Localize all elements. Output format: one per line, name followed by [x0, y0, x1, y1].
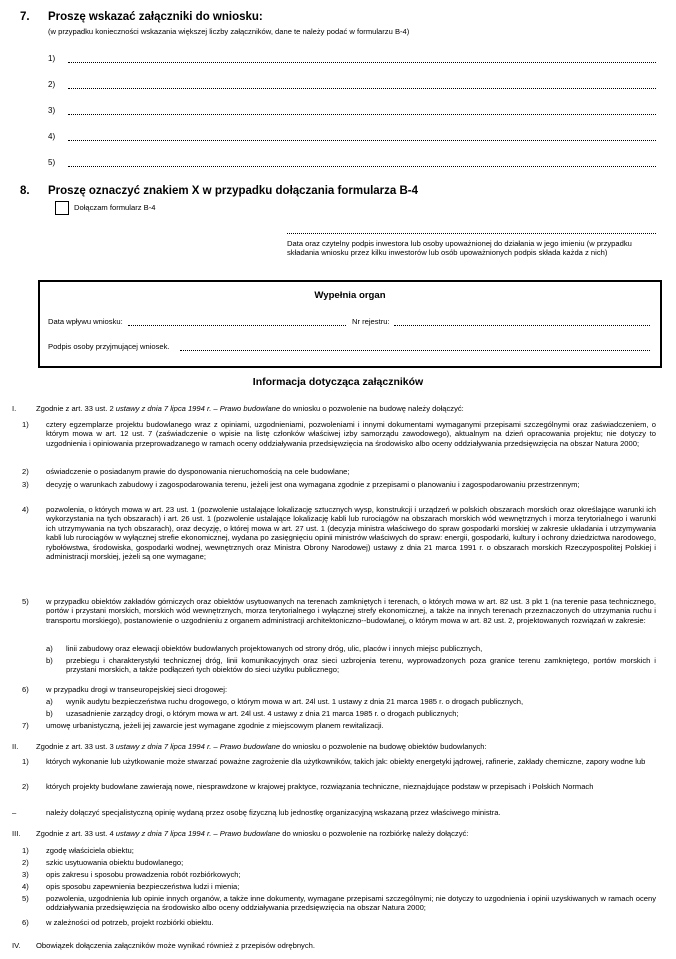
info-III-6-num: 6) — [22, 918, 29, 927]
office-use-box — [38, 280, 662, 368]
info-II-1-num: 1) — [22, 757, 29, 766]
receiver-signature-field[interactable] — [180, 350, 650, 351]
attachment-line-3[interactable] — [68, 114, 656, 115]
section-7-title: Proszę wskazać załączniki do wniosku: — [48, 11, 263, 23]
section-8-number: 8. — [20, 185, 30, 197]
b4-form-checkbox-label: Dołączam formularz B-4 — [74, 203, 156, 212]
info-IV-text: Obowiązek dołączenia załączników może wynikać również z przepisów odrębnych. — [36, 941, 315, 950]
info-III-6-text: w zależności od potrzeb, projekt rozbiórki obiektu. — [46, 918, 214, 927]
info-I-5-num: 5) — [22, 597, 29, 606]
attachment-line-4-label: 4) — [48, 132, 56, 141]
info-I-6a-text: wynik audytu bezpieczeństwa ruchu drogowego, o którym mowa w art. 24l ust. 1 ustawy z dnia 21 marca 1985 r. o drogach publicznych, — [66, 697, 524, 706]
info-II-dash: – — [12, 808, 17, 817]
info-I-3-text: decyzję o warunkach zabudowy i zagospodarowania terenu, jeżeli jest ona wymagana zgodnie z przepisami o planowaniu i zagospodarowaniu przestrzennym; — [46, 480, 580, 489]
section-8-title: Proszę oznaczyć znakiem X w przypadku dołączania formularza B-4 — [48, 185, 419, 197]
attachment-line-2[interactable] — [68, 88, 656, 89]
info-III-1-text: zgodę właściciela obiektu; — [46, 846, 134, 855]
info-I-7-text: umowę urbanistyczną, jeżeli jej zawarcie jest wymagane zgodnie z miejscowym planem rewitalizacji. — [46, 721, 384, 730]
info-I-2-text: oświadczenie o posiadanym prawie do dysponowania nieruchomością na cele budowlane; — [46, 467, 350, 476]
intake-date-label: Data wpływu wniosku: — [48, 317, 123, 326]
info-I-5a-num: a) — [46, 644, 53, 653]
info-III-5-num: 5) — [22, 894, 29, 903]
info-I-6b-text: uzasadnienie zarządcy drogi, o którym mowa w art. 24l ust. 4 ustawy z dnia 21 marca 1985 r. o drogach publicznych; — [66, 709, 459, 718]
receiver-signature-label: Podpis osoby przyjmującej wniosek. — [48, 342, 170, 351]
info-III-1-num: 1) — [22, 846, 29, 855]
attachment-line-1-label: 1) — [48, 54, 56, 63]
info-I-num: I. — [12, 404, 17, 413]
info-III-4-num: 4) — [22, 882, 29, 891]
register-number-label: Nr rejestru: — [352, 317, 390, 326]
attachment-line-1[interactable] — [68, 62, 656, 63]
info-I-6-text: w przypadku drogi w transeuropejskiej sieci drogowej: — [46, 685, 228, 694]
info-III-3-text: opis zakresu i sposobu prowadzenia robót rozbiórkowych; — [46, 870, 241, 879]
info-III-4-text: opis sposobu zapewnienia bezpieczeństwa ludzi i mienia; — [46, 882, 240, 891]
info-I-6a-num: a) — [46, 697, 53, 706]
info-I-5a-text: linii zabudowy oraz elewacji obiektów budowlanych projektowanych od strony dróg, ulic, placów i innych miejsc publicznych, — [66, 644, 483, 653]
info-II-num: II. — [12, 742, 19, 751]
info-IV-num: IV. — [12, 941, 21, 950]
info-III-2-num: 2) — [22, 858, 29, 867]
info-II-dash-text: należy dołączyć specjalistyczną opinię wydaną przez osobę fizyczną lub jednostkę organizacyjną wskazaną przez właściwego ministra. — [46, 808, 501, 817]
info-III-5-text: pozwolenia, uzgodnienia lub opinie innych organów, a także inne dokumenty, wymagane przepisami szczególnymi; nie dotyczy to uzgodnienia i opinii uzyskiwanych w ramach oceny oddziaływania przedsięwzięcia na środowisko albo oceny oddziaływania przedsięwzięcia na obszar Natura 2000; — [46, 894, 656, 913]
info-I-lead: Zgodnie z art. 33 ust. 2 ustawy z dnia 7 lipca 1994 r. – Prawo budowlane do wniosku o pozwolenie na budowę należy dołączyć: — [36, 404, 464, 413]
section-7-note: (w przypadku konieczności wskazania większej liczby załączników, dane te należy podać w formularzu B-4) — [48, 27, 410, 36]
attachment-line-4[interactable] — [68, 140, 656, 141]
info-I-4-num: 4) — [22, 505, 29, 514]
info-I-5b-num: b) — [46, 656, 53, 665]
info-III-lead: Zgodnie z art. 33 ust. 4 ustawy z dnia 7 lipca 1994 r. – Prawo budowlane do wniosku o pozwolenie na rozbiórkę należy dołączyć: — [36, 829, 469, 838]
signature-line[interactable] — [287, 233, 656, 234]
attachment-line-5-label: 5) — [48, 158, 56, 167]
info-I-2-num: 2) — [22, 467, 29, 476]
info-III-num: III. — [12, 829, 21, 838]
info-I-6-num: 6) — [22, 685, 29, 694]
info-I-5b-text: przebiegu i charakterystyki technicznej dróg, linii komunikacyjnych oraz sieci uzbrojenia terenu, wyprowadzonych poza granice terenu zamkniętego, portów morskich i przystani morskich, a także podłączeń tych obiektów do sieci użytku publicznego; — [66, 656, 656, 675]
info-II-1-text: których wykonanie lub użytkowanie może stwarzać poważne zagrożenie dla użytkowników, takich jak: obiekty energetyki jądrowej, rafinerie, zakłady chemiczne, zapory wodne lub — [46, 757, 646, 766]
info-I-3-num: 3) — [22, 480, 29, 489]
info-II-2-num: 2) — [22, 782, 29, 791]
info-title: Informacja dotycząca załączników — [252, 376, 424, 388]
office-use-title: Wypełnia organ — [314, 290, 386, 301]
attachment-line-3-label: 3) — [48, 106, 56, 115]
attachment-line-2-label: 2) — [48, 80, 56, 89]
info-II-2-text: których projekty budowlane zawierają nowe, niesprawdzone w krajowej praktyce, rozwiązania techniczne, nieznajdujące podstaw w przepisach i Polskich Normach — [46, 782, 594, 791]
register-number-field[interactable] — [394, 325, 650, 326]
info-I-1-num: 1) — [22, 420, 29, 429]
info-I-1-text: cztery egzemplarze projektu budowlanego wraz z opiniami, uzgodnieniami, pozwoleniami i innymi dokumentami wymaganymi przepisami szczególnymi oraz zaświadczeniem, o którym mowa w art. 12 ust. 7 (zaświadczenie o wpisie na listę członków właściwej izby samorządu zawodowego), aktualnym na dzień opracowania projektu; nie dotyczy to uzgodnienia i opiniowania przeprowadzanego w ramach oceny oddziaływania przedsięwzięcia na środowisko albo oceny oddziaływania przedsięwzięcia na obszar Natura 2000; — [46, 420, 656, 448]
info-III-2-text: szkic usytuowania obiektu budowlanego; — [46, 858, 184, 867]
intake-date-field[interactable] — [128, 325, 346, 326]
info-II-lead: Zgodnie z art. 33 ust. 3 ustawy z dnia 7 lipca 1994 r. – Prawo budowlane do wniosku o pozwolenie na budowę obiektów budowlanych: — [36, 742, 487, 751]
section-7-number: 7. — [20, 11, 30, 23]
info-III-3-num: 3) — [22, 870, 29, 879]
attachment-line-5[interactable] — [68, 166, 656, 167]
info-I-6b-num: b) — [46, 709, 53, 718]
info-I-5-text: w przypadku obiektów zakładów górniczych oraz obiektów usytuowanych na terenach zamkniętych i terenach, o których mowa w art. 82 ust. 3 pkt 1 (na terenie pasa technicznego, portów i przystani morskich, morskich wód wewnętrznych, morza terytorialnego i wyłącznej strefy ekonomicznej, a także na innych terenach przeznaczonych do utrzymania ruchu i transportu morskiego), postanowienie o uzgodnieniu z organem administracji architektoniczno--budowlanej, o którym mowa w art. 82 ust. 2, projektowanych rozwiązań w zakresie: — [46, 597, 656, 625]
b4-form-checkbox[interactable] — [55, 201, 69, 215]
signature-caption: Data oraz czytelny podpis inwestora lub osoby upoważnionej do działania w jego imieniu (w przypadku składania wniosku przez kilku inwestorów lub osób upoważnionych podpis składa każda z nich) — [287, 239, 632, 258]
info-I-7-num: 7) — [22, 721, 29, 730]
info-I-4-text: pozwolenia, o których mowa w art. 23 ust. 1 (pozwolenie ustalające lokalizację sztucznych wysp, konstrukcji i urządzeń w polskich obszarach morskich oraz określające warunki ich wykorzystania na tych obszarach) i art. 26 ust. 1 (pozwolenie ustalające lokalizację kabli lub rurociągów na obszarach morskich wód wewnętrznych i morza terytorialnego i warunki ich utrzymywania na tych obszarach), oraz decyzję, o której mowa w art. 27 ust. 1 (decyzja ministra właściwego do spraw gospodarki morskiej w zakresie układania i utrzymywania kabli lub rurociągów w wyłącznej strefie ekonomicznej, wydana po zasięgnięciu opinii ministrów właściwych do spraw: energii, gospodarki, kultury i ochrony dziedzictwa narodowego, rybołówstwa, środowiska, gospodarki wodnej, wewnętrznych oraz Ministra Obrony Narodowej) ustawy z dnia 21 marca 1991 r. o obszarach morskich Rzeczypospolitej Polskiej i administracji morskiej, jeżeli są one wymagane; — [46, 505, 656, 562]
